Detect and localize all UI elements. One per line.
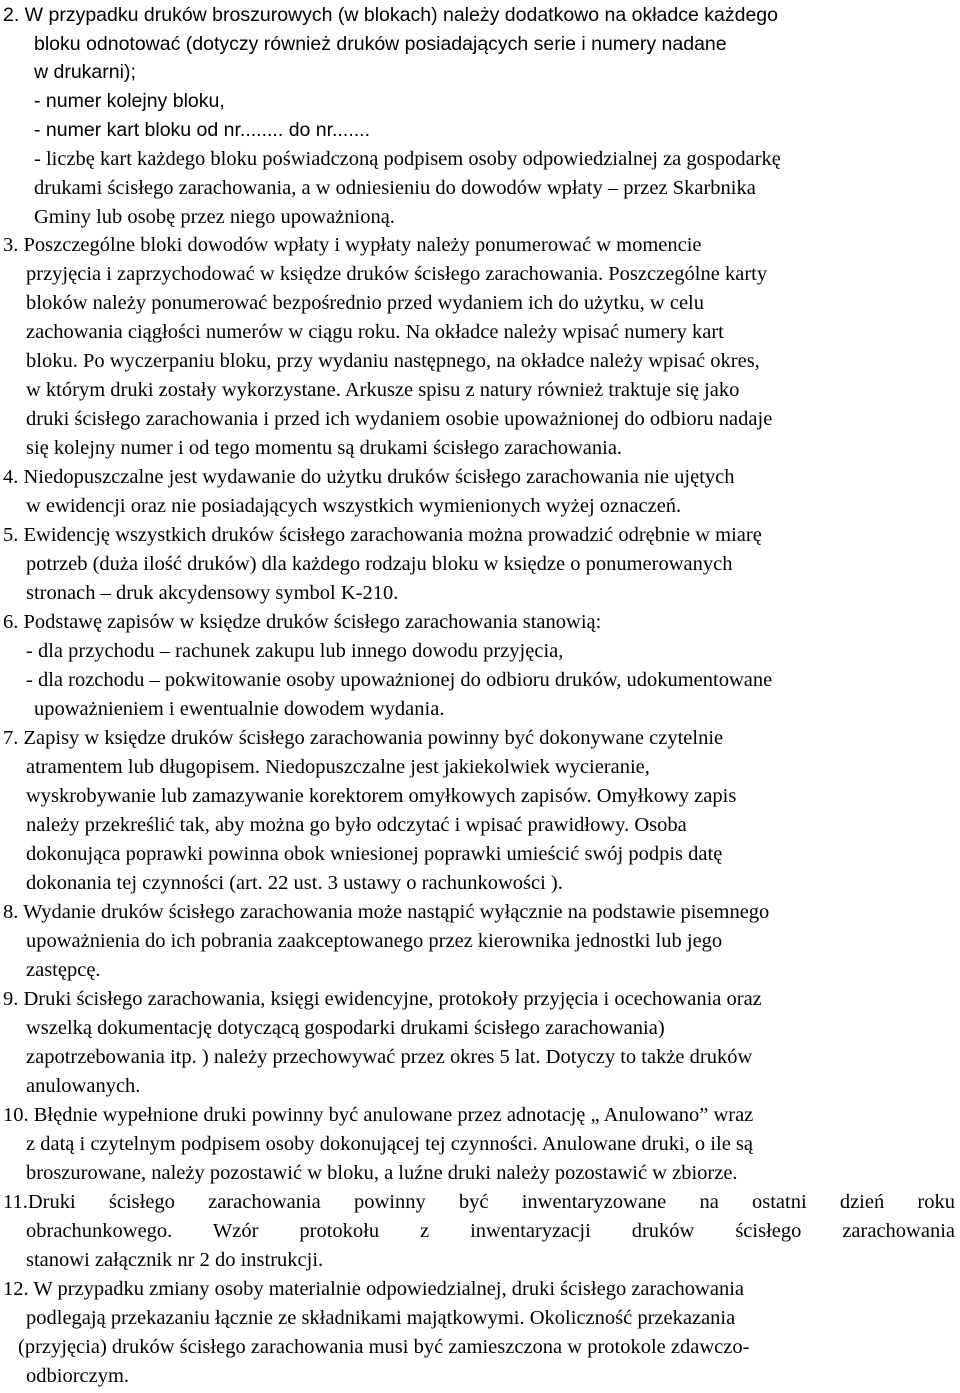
text-line: (przyjęcia) druków ścisłego zarachowania musi być zamieszczona w protokole zdawczo- [18, 1336, 750, 1358]
text-line: potrzeb (duża ilość druków) dla każdego rodzaju bloku w księdze o ponumerowanych [26, 553, 733, 575]
text-line: - dla przychodu – rachunek zakupu lub innego dowodu przyjęcia, [26, 640, 564, 662]
text-line: anulowanych. [26, 1075, 141, 1097]
text-line: zapotrzebowania itp. ) należy przechowywać przez okres 5 lat. Dotyczy to także druków [26, 1046, 753, 1068]
text-line: 3. Poszczególne bloki dowodów wpłaty i wypłaty należy ponumerować w momencie [3, 234, 702, 256]
text-line: 2. W przypadku druków broszurowych (w blokach) należy dodatkowo na okładce każdego [3, 4, 778, 26]
text-line: Gminy lub osobę przez niego upoważnioną. [34, 206, 395, 228]
text-line: dokonania tej czynności (art. 22 ust. 3 ustawy o rachunkowości ). [26, 872, 563, 894]
text-line: upoważnienia do ich pobrania zaakceptowanego przez kierownika jednostki lub jego [26, 930, 723, 952]
text-line: drukami ścisłego zarachowania, a w odniesieniu do dowodów wpłaty – przez Skarbnika [34, 177, 756, 199]
text-line: druki ścisłego zarachowania i przed ich wydaniem osobie upoważnionej do odbioru nadaje [26, 408, 773, 430]
text-line: dokonująca poprawki powinna obok wniesionej poprawki umieścić swój podpis datę [26, 843, 723, 865]
text-line: obrachunkowego. Wzór protokołu z inwentaryzacji druków ścisłego zarachowania [26, 1220, 955, 1242]
text-line: w drukarni); [34, 61, 136, 83]
text-line: się kolejny numer i od tego momentu są drukami ścisłego zarachowania. [26, 437, 623, 459]
text-line: należy przekreślić tak, aby można go było odczytać i wpisać prawidłowy. Osoba [26, 814, 687, 836]
text-line: bloku. Po wyczerpaniu bloku, przy wydaniu następnego, na okładce należy wpisać okres, [26, 350, 760, 372]
text-line: wyskrobywanie lub zamazywanie korektorem omyłkowych zapisów. Omyłkowy zapis [26, 785, 737, 807]
text-line: 12. W przypadku zmiany osoby materialnie odpowiedzialnej, druki ścisłego zarachowania [3, 1278, 744, 1300]
text-line: atramentem lub długopisem. Niedopuszczalne jest jakiekolwiek wycieranie, [26, 756, 650, 778]
text-line: przyjęcia i zaprzychodować w księdze druków ścisłego zarachowania. Poszczególne karty [26, 263, 768, 285]
text-line: 5. Ewidencję wszystkich druków ścisłego zarachowania można prowadzić odrębnie w miarę [3, 524, 762, 546]
text-line: 11.Druki ścisłego zarachowania powinny być inwentaryzowane na ostatni dzień roku [3, 1191, 955, 1213]
text-line: stanowi załącznik nr 2 do instrukcji. [26, 1249, 324, 1271]
text-line: bloków należy ponumerować bezpośrednio przed wydaniem ich do użytku, w celu [26, 292, 704, 314]
text-line: - dla rozchodu – pokwitowanie osoby upoważnionej do odbioru druków, udokumentowane [26, 669, 773, 691]
text-line: 10. Błędnie wypełnione druki powinny być anulowane przez adnotację „ Anulowano” wraz [3, 1104, 754, 1126]
text-line: 8. Wydanie druków ścisłego zarachowania może nastąpić wyłącznie na podstawie pisemnego [3, 901, 770, 923]
text-line: bloku odnotować (dotyczy również druków posiadających serie i numery nadane [34, 33, 727, 55]
text-line: 6. Podstawę zapisów w księdze druków ścisłego zarachowania stanowią: [3, 611, 602, 633]
text-line: w którym druki zostały wykorzystane. Arkusze spisu z natury również traktuje się jako [26, 379, 740, 401]
text-line: upoważnieniem i ewentualnie dowodem wydania. [34, 698, 445, 720]
text-line: podlegają przekazaniu łącznie ze składnikami majątkowymi. Okoliczność przekazania [26, 1307, 736, 1329]
text-line: 9. Druki ścisłego zarachowania, księgi ewidencyjne, protokoły przyjęcia i ocechowania oraz [3, 988, 762, 1010]
text-line: w ewidencji oraz nie posiadających wszystkich wymienionych wyżej oznaczeń. [26, 495, 682, 517]
text-line: broszurowane, należy pozostawić w bloku, a luźne druki należy pozostawić w zbiorze. [26, 1162, 738, 1184]
text-line: z datą i czytelnym podpisem osoby dokonującej tej czynności. Anulowane druki, o ile są [26, 1133, 753, 1155]
text-line: stronach – druk akcydensowy symbol K-210. [26, 582, 399, 604]
text-line: odbiorczym. [26, 1365, 130, 1387]
text-line: zachowania ciągłości numerów w ciągu roku. Na okładce należy wpisać numery kart [26, 321, 724, 343]
text-line: - numer kolejny bloku, [34, 90, 225, 112]
text-line: 4. Niedopuszczalne jest wydawanie do użytku druków ścisłego zarachowania nie ujętych [3, 466, 735, 488]
text-line: - numer kart bloku od nr........ do nr....... [34, 119, 370, 141]
text-line: 7. Zapisy w księdze druków ścisłego zarachowania powinny być dokonywane czytelnie [3, 727, 724, 749]
text-line: wszelką dokumentację dotyczącą gospodarki drukami ścisłego zarachowania) [26, 1017, 665, 1039]
text-line: zastępcę. [26, 959, 101, 981]
text-line: - liczbę kart każdego bloku poświadczoną podpisem osoby odpowiedzialnej za gospodarkę [34, 148, 781, 170]
